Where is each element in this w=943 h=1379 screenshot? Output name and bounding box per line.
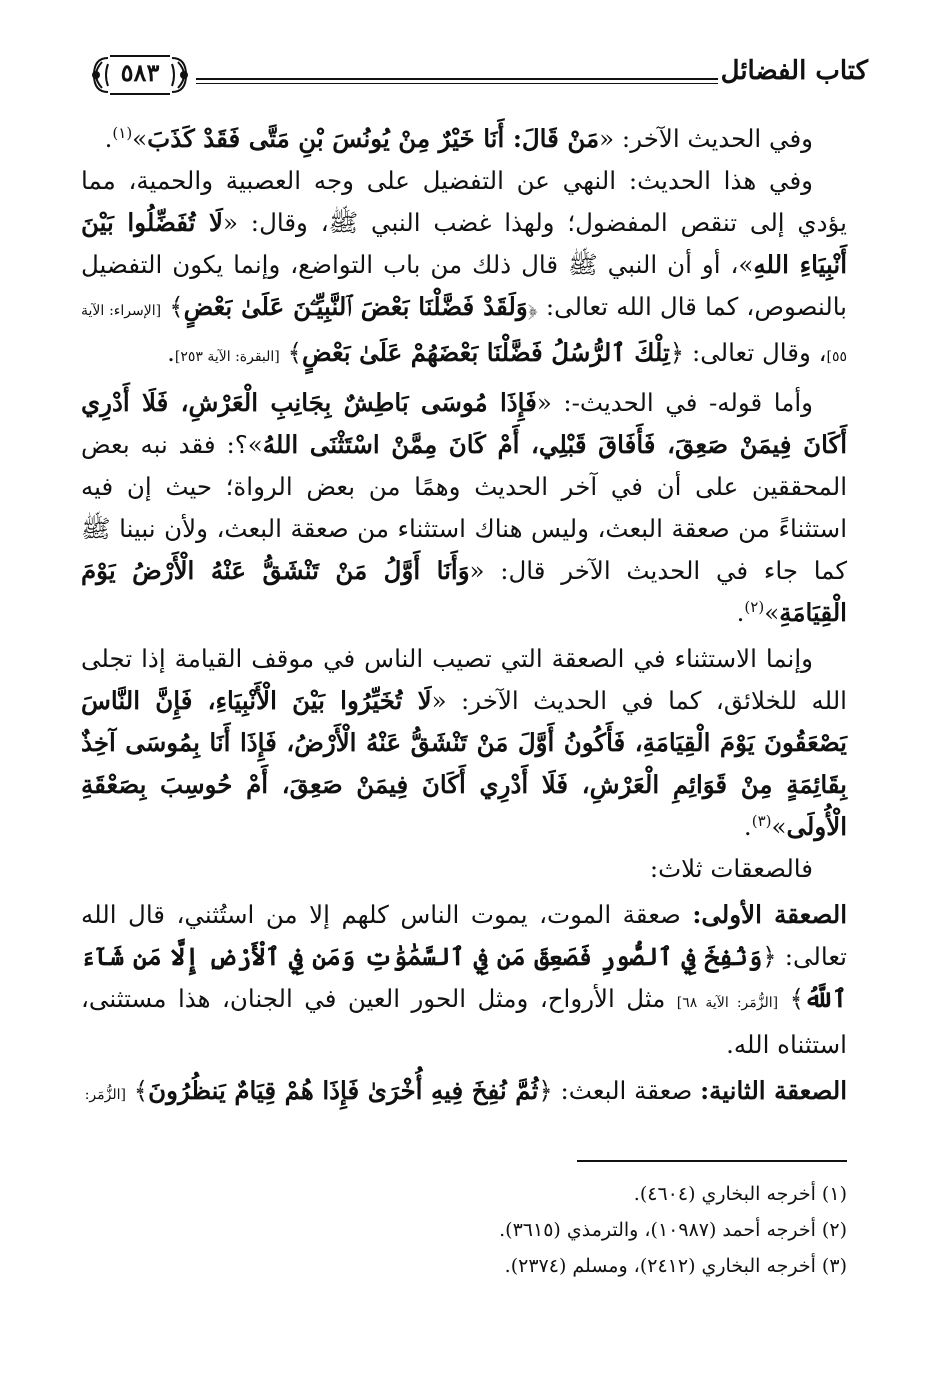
text: ، وقال تعالى: ﴿ [669,338,827,367]
footnote-1: (١) أخرجه البخاري (٤٦٠٤). [633,1183,847,1205]
footnote-marker: (٣) [751,811,772,830]
quran-reference: [الإسراء: الآية ٥٥] [81,303,847,365]
text: » [771,812,787,841]
text: مثل الأرواح، ومثل الحور العين في الجنان، هذا مستثنى، استثناه الله. [81,984,847,1059]
text: . [743,812,752,841]
text: »؟: فقد نبه بعض المحققين على أن في آخر الحديث وهمًا من بعض الرواة؛ حيث إن فيه استثناءً من صعقة البعث، وليس هناك استثناء من صعقة البعث، ولأن نبينا ﷺ كما جاء في الحديث الآخر قال: « [81,430,847,585]
hadith-quote: وَأَنَا أَوَّلُ مَنْ تَنْشَقُّ عَنْهُ الْأَرْضُ يَوْمَ الْقِيَامَةِ [81,556,847,627]
quran-reference: [البقرة: الآية ٢٥٣] [174,349,280,365]
hadith-quote: لَا تُفَضِّلُوا بَيْنَ أَنْبِيَاءِ اللهِ [81,208,847,279]
page-header [88,52,868,102]
header-rule-thin [196,83,718,84]
text: »، أو أن النبي ﷺ قال ذلك من باب التواضع، وإنما يكون التفضيل بالنصوص، كما قال الله تعالى: ﴿ [81,250,847,321]
footnote-3: (٣) أخرجه البخاري (٢٤١٢)، ومسلم (٢٣٧٤). [504,1255,847,1277]
text: صعقة الموت، يموت الناس كلهم إلا من استُثني، قال الله تعالى: ﴿ [81,900,847,971]
header-rule [196,78,718,80]
text: . [736,598,745,627]
section-heading: الصعقة الثانية: [700,1076,847,1105]
footnotes [81,1176,847,1284]
hadith-quote: مَنْ قَالَ: أَنَا خَيْرٌ مِنْ يُونُسَ بْنِ مَتَّى فَقَدْ كَذَبَ [147,124,600,153]
footnote-separator [577,1160,847,1162]
book-title: كتاب الفضائل [720,56,868,86]
paragraph-3 [81,382,847,634]
paragraph-1 [81,118,847,160]
text: وأما قوله- في الحديث-: « [536,388,813,417]
text: وفي الحديث الآخر: « [599,124,813,153]
text: ﴾ [161,292,184,321]
paragraph-5: فالصعقات ثلاث: [649,854,813,883]
quran-quote: وَنُفِخَ فِي ٱلصُّورِ فَصَعِقَ مَن فِي ٱلسَّمَٰوَٰتِ وَمَن فِي ٱلْأَرْضِ إِلَّا مَن شَآءَ ٱللَّهُ [81,942,847,1013]
main-text [81,118,847,1116]
text: » [764,598,780,627]
text: صعقة البعث: ﴿ [538,1076,701,1105]
text: ﴾ [125,1076,149,1105]
page-number: ٥٨٣ [120,58,160,87]
quran-quote: وَلَقَدْ فَضَّلْنَا بَعْضَ ٱلنَّبِيِّـۧنَ عَلَىٰ بَعْضٍ [183,292,528,321]
text: ﴾ [279,338,302,367]
quran-quote: تِلْكَ ٱلرُّسُلُ فَضَّلْنَا بَعْضَهُمْ عَلَىٰ بَعْضٍ [301,338,670,367]
text: . [104,124,113,153]
quran-reference: [الزُّمَر: الآية ٦٨] [676,995,779,1011]
quran-quote: ثُمَّ نُفِخَ فِيهِ أُخْرَىٰ فَإِذَا هُمْ قِيَامٌ يَنظُرُونَ [148,1076,539,1105]
text: » [132,124,148,153]
paragraph-7 [81,1070,847,1116]
paragraph-2 [81,160,847,378]
paragraph-6 [81,894,847,1066]
footnote-marker: (١) [112,123,133,142]
text: وفي هذا الحديث: النهي عن التفضيل على وجه العصبية والحمية، مما يؤدي إلى تنقص المفضول؛ ولهذا غضب النبي ﷺ، وقال: « [81,166,847,237]
text: وإنما الاستثناء في الصعقة التي تصيب الناس في موقف القيامة إذا تجلى الله للخلائق، كما في الحديث الآخر: « [81,644,847,715]
hadith-quote: فَإِذَا مُوسَى بَاطِشٌ بِجَانِبِ الْعَرْشِ، فَلَا أَدْرِي أَكَانَ فِيمَنْ صَعِقَ، فَأَفَاقَ قَبْلِي، أَمْ كَانَ مِمَّنْ اسْتَثْنَى اللهُ [81,388,848,459]
hadith-quote: لَا تُخَيِّرُوا بَيْنَ الْأَنْبِيَاءِ، فَإِنَّ النَّاسَ يَصْعَقُونَ يَوْمَ الْقِيَامَةِ، فَأَكُونُ أَوَّلَ مَنْ تَنْشَقُّ عَنْهُ الْأَرْضُ، فَإِذَا أَنَا بِمُوسَى آخِذٌ بِقَائِمَةٍ مِنْ قَوَائِمِ الْعَرْشِ، فَلَا أَدْرِي أَكَانَ فِيمَنْ صَعِقَ، أَمْ حُوسِبَ بِصَعْقَةِ الْأُولَى [81,686,847,841]
section-heading: الصعقة الأولى: [692,900,848,929]
text: . [167,338,175,367]
footnote-marker: (٢) [744,597,765,616]
text: ﴾ [778,984,804,1013]
quran-reference: [الزُّمَر: [84,1087,126,1103]
paragraph-4 [81,638,847,848]
footnote-2: (٢) أخرجه أحمد (١٠٩٨٧)، والترمذي (٣٦١٥). [499,1219,847,1241]
